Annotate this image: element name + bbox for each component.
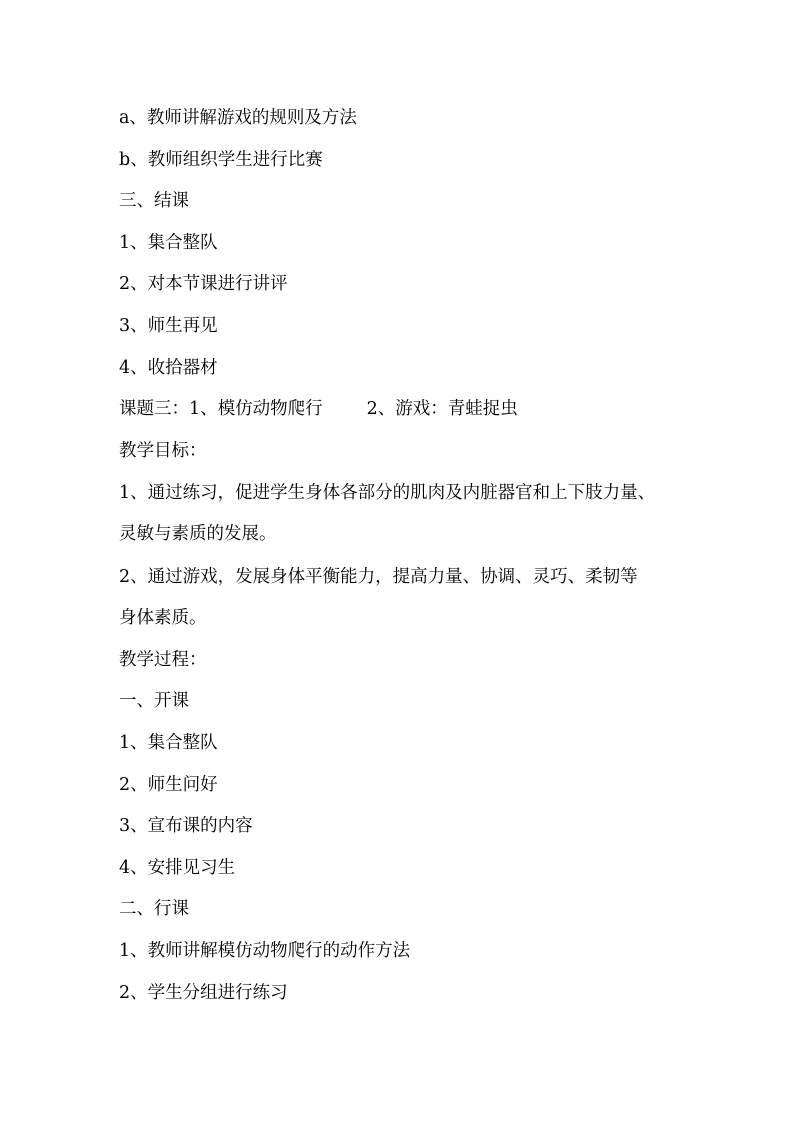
text-line: 2、学生分组进行练习 — [119, 983, 288, 1003]
text-line: 1、集合整队 — [119, 233, 218, 253]
text-line: 2、通过游戏，发展身体平衡能力，提高力量、协调、灵巧、柔韧等 — [119, 567, 638, 587]
text-line: 1、集合整队 — [119, 733, 218, 753]
text-line: 身体素质。 — [119, 608, 207, 628]
text-line: 1、教师讲解模仿动物爬行的动作方法 — [119, 941, 411, 961]
lesson-title — [119, 397, 689, 421]
text-line: 3、宣布课的内容 — [119, 816, 253, 836]
section-heading: 二、行课 — [119, 899, 189, 919]
text-line: 1、通过练习，促进学生身体各部分的肌肉及内脏器官和上下肢力量、 — [119, 483, 656, 503]
text-line: 2、师生问好 — [119, 775, 218, 795]
lesson-title-suffix: 2、游戏：青蛙捉虫 — [366, 399, 518, 419]
text-line: 2、对本节课进行讲评 — [119, 274, 288, 294]
section-heading: 一、开课 — [119, 691, 189, 711]
text-line: a、教师讲解游戏的规则及方法 — [119, 108, 357, 128]
section-heading: 教学目标： — [119, 441, 207, 461]
text-line: 4、安排见习生 — [119, 858, 236, 878]
section-heading: 教学过程： — [119, 650, 207, 670]
text-line: 灵敏与素质的发展。 — [119, 524, 277, 544]
text-line: b、教师组织学生进行比赛 — [119, 150, 323, 170]
text-line: 4、收拾器材 — [119, 358, 218, 378]
lesson-title-prefix: 课题三：1、模仿动物爬行 — [119, 399, 323, 419]
section-heading: 三、结课 — [119, 191, 189, 211]
text-line: 3、师生再见 — [119, 316, 218, 336]
